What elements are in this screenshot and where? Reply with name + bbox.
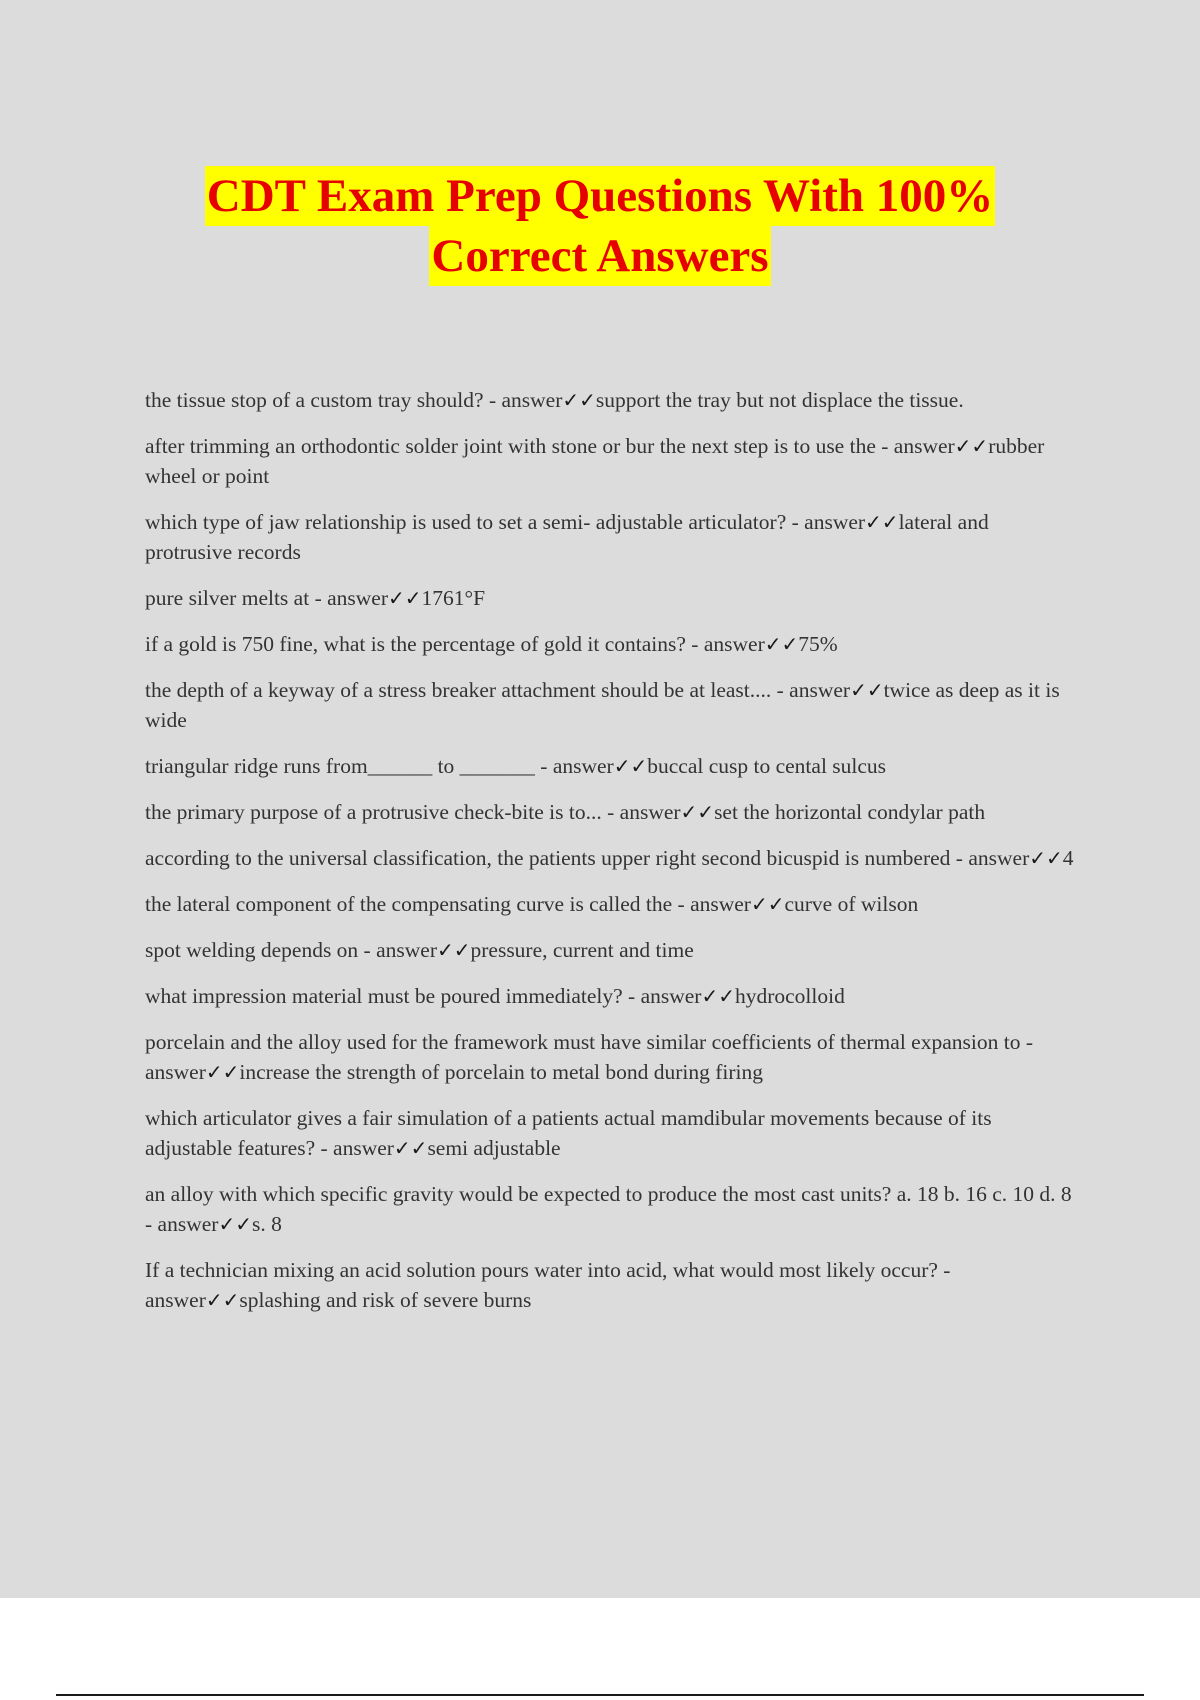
- qa-item: [145, 935, 1075, 965]
- double-check-icon: ✓✓: [393, 1136, 428, 1160]
- double-check-icon: ✓✓: [205, 1060, 240, 1084]
- answer-marker: answer: [327, 586, 388, 610]
- question-text: if a gold is 750 fine, what is the percentage of gold it contains? -: [145, 632, 704, 656]
- answer-text: splashing and risk of severe burns: [239, 1288, 532, 1312]
- answer-marker: answer: [640, 984, 702, 1008]
- answer-marker: answer: [804, 510, 866, 534]
- document-title: [0, 166, 1200, 286]
- double-check-icon: ✓✓: [750, 892, 785, 916]
- double-check-icon: ✓✓: [701, 984, 735, 1008]
- answer-marker: answer: [376, 938, 437, 962]
- answer-text: 1761°F: [421, 586, 486, 610]
- qa-item: [145, 629, 1075, 659]
- question-text: after trimming an orthodontic solder joint with stone or bur the next step is to use the -: [145, 434, 894, 458]
- question-text: what impression material must be poured immediately? -: [145, 984, 641, 1008]
- double-check-icon: ✓✓: [850, 678, 884, 702]
- question-text: according to the universal classification, the patients upper right second bicuspid is numbered -: [145, 846, 969, 870]
- answer-marker: answer: [333, 1136, 394, 1160]
- title-line-1: CDT Exam Prep Questions With 100%: [205, 166, 996, 226]
- qa-item: [145, 675, 1075, 735]
- question-text: porcelain and the alloy used for the framework must have similar coefficients of thermal expansion to -: [145, 1030, 1033, 1054]
- qa-item: [145, 889, 1075, 919]
- answer-text: 4: [1062, 846, 1074, 870]
- qa-item: [145, 1103, 1075, 1163]
- qa-item: [145, 431, 1075, 491]
- answer-text: twice as deep as it is wide: [145, 678, 1060, 732]
- question-text: an alloy with which specific gravity would be expected to produce the most cast units? a. 18 b. 16 c. 10 d. 8 -: [145, 1182, 1072, 1236]
- question-text: the depth of a keyway of a stress breaker attachment should be at least.... -: [145, 678, 790, 702]
- double-check-icon: ✓✓: [205, 1288, 240, 1312]
- answer-text: pressure, current and time: [470, 938, 694, 962]
- answer-marker: answer: [501, 388, 563, 412]
- answer-marker: answer: [552, 754, 614, 778]
- double-check-icon: ✓✓: [218, 1212, 252, 1236]
- double-check-icon: ✓✓: [1029, 846, 1063, 870]
- qa-item: [145, 843, 1075, 873]
- qa-item: [145, 981, 1075, 1011]
- answer-text: rubber wheel or point: [145, 434, 1045, 488]
- question-text: If a technician mixing an acid solution pours water into acid, what would most likely occur? -: [145, 1258, 951, 1282]
- question-text: triangular ridge runs from______ to _______ -: [145, 754, 553, 778]
- answer-marker: answer: [703, 632, 765, 656]
- double-check-icon: ✓✓: [613, 754, 648, 778]
- question-text: the lateral component of the compensating curve is called the -: [145, 892, 691, 916]
- footer-divider: [56, 1694, 1144, 1696]
- qa-item: [145, 1179, 1075, 1239]
- title-line-2: Correct Answers: [429, 226, 770, 286]
- qa-item: [145, 1027, 1075, 1087]
- question-text: pure silver melts at -: [145, 586, 328, 610]
- qa-item: [145, 385, 1075, 415]
- answer-text: 75%: [798, 632, 838, 656]
- double-check-icon: ✓✓: [865, 510, 899, 534]
- answer-marker: answer: [145, 1288, 206, 1312]
- double-check-icon: ✓✓: [764, 632, 799, 656]
- qa-item: [145, 1255, 1075, 1315]
- answer-text: hydrocolloid: [734, 984, 845, 1008]
- answer-text: buccal cusp to cental sulcus: [647, 754, 887, 778]
- double-check-icon: ✓✓: [562, 388, 596, 412]
- answer-marker: answer: [619, 800, 681, 824]
- answer-marker: answer: [145, 1060, 206, 1084]
- qa-item: [145, 507, 1075, 567]
- answer-marker: answer: [893, 434, 955, 458]
- answer-text: s. 8: [251, 1212, 282, 1236]
- answer-marker: answer: [789, 678, 851, 702]
- answer-marker: answer: [157, 1212, 219, 1236]
- qa-item: [145, 583, 1075, 613]
- qa-list: [145, 385, 1075, 1331]
- answer-text: support the tray but not displace the tissue.: [595, 388, 964, 412]
- answer-marker: answer: [968, 846, 1030, 870]
- question-text: the primary purpose of a protrusive check-bite is to... -: [145, 800, 620, 824]
- question-text: which articulator gives a fair simulation of a patients actual mamdibular movements because of its adjustable features? -: [145, 1106, 992, 1160]
- answer-text: set the horizontal condylar path: [714, 800, 986, 824]
- answer-marker: answer: [690, 892, 751, 916]
- double-check-icon: ✓✓: [680, 800, 715, 824]
- double-check-icon: ✓✓: [954, 434, 989, 458]
- answer-text: curve of wilson: [784, 892, 919, 916]
- double-check-icon: ✓✓: [436, 938, 471, 962]
- qa-item: [145, 797, 1075, 827]
- answer-text: lateral and protrusive records: [145, 510, 989, 564]
- qa-item: [145, 751, 1075, 781]
- double-check-icon: ✓✓: [388, 586, 422, 610]
- answer-text: semi adjustable: [427, 1136, 561, 1160]
- question-text: spot welding depends on -: [145, 938, 377, 962]
- answer-text: increase the strength of porcelain to metal bond during firing: [239, 1060, 764, 1084]
- question-text: which type of jaw relationship is used to set a semi- adjustable articulator? -: [145, 510, 805, 534]
- question-text: the tissue stop of a custom tray should? -: [145, 388, 502, 412]
